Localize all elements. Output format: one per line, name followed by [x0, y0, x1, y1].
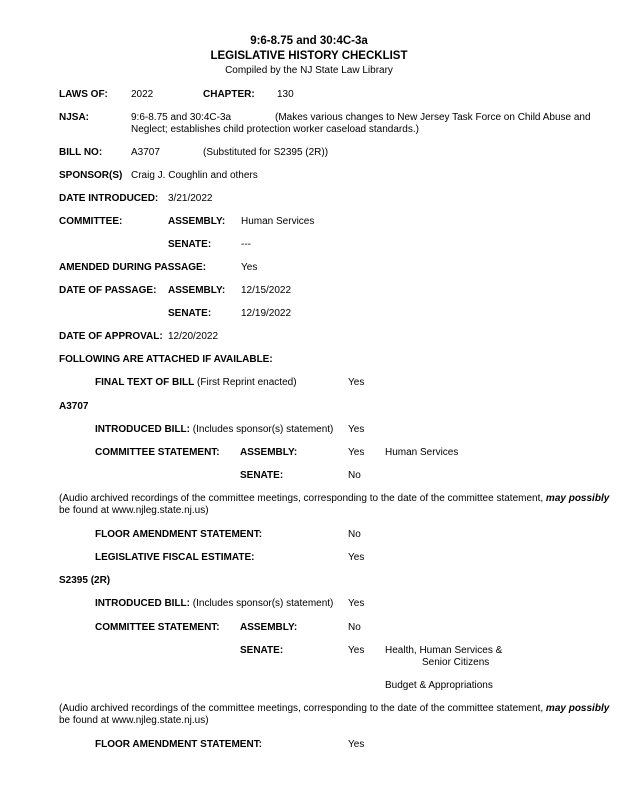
committee-senate-label: SENATE:	[168, 239, 212, 250]
a3707-cs-assembly-value: Yes	[348, 447, 365, 458]
a3707-cs-assembly-label: ASSEMBLY:	[240, 447, 298, 458]
a3707-audio-note	[59, 493, 610, 517]
final-text-row	[95, 377, 297, 389]
s2395-cs-senate-value: Yes	[348, 645, 365, 656]
laws-of-label: LAWS OF:	[59, 89, 108, 100]
committee-senate-value: ---	[241, 239, 251, 250]
document-subtitle: LEGISLATIVE HISTORY CHECKLIST	[210, 50, 408, 62]
audio-note-part1: (Audio archived recordings of the committee meetings, corresponding to the date of the committee statement,	[59, 493, 546, 504]
date-introduced-label: DATE INTRODUCED:	[59, 193, 159, 204]
a3707-floor-amendment-value: No	[348, 529, 361, 540]
bill-no-value: A3707	[131, 147, 160, 158]
audio-note-part1: (Audio archived recordings of the committee meetings, corresponding to the date of the committee statement,	[59, 703, 546, 714]
audio-note-emphasis: may possibly	[545, 493, 610, 504]
a3707-heading: A3707	[59, 401, 89, 412]
s2395-floor-amendment-label: FLOOR AMENDMENT STATEMENT:	[95, 739, 263, 750]
s2395-cs-senate-committee-line1: Health, Human Services &	[385, 645, 503, 656]
chapter-value: 130	[277, 89, 294, 100]
a3707-fiscal-estimate-label: LEGISLATIVE FISCAL ESTIMATE:	[95, 552, 255, 563]
a3707-fiscal-estimate-value: Yes	[348, 552, 365, 563]
s2395-audio-note	[59, 703, 610, 727]
date-of-approval-label: DATE OF APPROVAL:	[59, 331, 163, 342]
chapter-label: CHAPTER:	[203, 89, 255, 100]
njsa-value: 9:6-8.75 and 30:4C-3a	[131, 112, 232, 123]
audio-note-part2: be found at www.njleg.state.nj.us)	[59, 715, 209, 726]
date-of-passage-label: DATE OF PASSAGE:	[59, 285, 157, 296]
s2395-committee-statement-label: COMMITTEE STATEMENT:	[95, 622, 220, 633]
njsa-label: NJSA:	[59, 112, 90, 123]
njsa-description-line1: (Makes various changes to New Jersey Task Force on Child Abuse and	[275, 112, 591, 123]
date-introduced-value: 3/21/2022	[168, 193, 213, 204]
s2395-heading: S2395 (2R)	[59, 575, 111, 586]
sponsor-value: Craig J. Coughlin and others	[131, 170, 258, 181]
a3707-introduced-note: (Includes sponsor(s) statement)	[192, 424, 334, 435]
s2395-introduced-label: INTRODUCED BILL:	[95, 598, 190, 609]
bill-no-label: BILL NO:	[59, 147, 103, 158]
a3707-cs-senate-label: SENATE:	[240, 470, 284, 481]
amended-value: Yes	[241, 262, 258, 273]
sponsor-label: SPONSOR(S)	[59, 170, 123, 181]
audio-note-emphasis: may possibly	[545, 703, 610, 714]
amended-label: AMENDED DURING PASSAGE:	[59, 262, 207, 273]
s2395-introduced-row	[95, 598, 333, 610]
final-text-value: Yes	[348, 377, 365, 388]
s2395-cs-senate-committee-line2: Senior Citizens	[422, 657, 490, 668]
s2395-introduced-value: Yes	[348, 598, 365, 609]
date-of-approval-value: 12/20/2022	[168, 331, 219, 342]
a3707-committee-statement-label: COMMITTEE STATEMENT:	[95, 447, 220, 458]
bill-no-note: (Substituted for S2395 (2R))	[203, 147, 329, 158]
compiled-by: Compiled by the NJ State Law Library	[225, 65, 393, 76]
a3707-cs-assembly-committee: Human Services	[385, 447, 459, 458]
passage-senate-value: 12/19/2022	[241, 308, 292, 319]
a3707-introduced-label: INTRODUCED BILL:	[95, 424, 190, 435]
laws-of-value: 2022	[131, 89, 154, 100]
attached-heading: FOLLOWING ARE ATTACHED IF AVAILABLE:	[59, 354, 273, 365]
committee-assembly-value: Human Services	[241, 216, 315, 227]
s2395-cs-senate-committee2: Budget & Appropriations	[385, 680, 493, 691]
s2395-cs-assembly-value: No	[348, 622, 361, 633]
a3707-introduced-row	[95, 424, 333, 436]
a3707-introduced-value: Yes	[348, 424, 365, 435]
audio-note-part2: be found at www.njleg.state.nj.us)	[59, 505, 209, 516]
document-title: 9:6-8.75 and 30:4C-3a	[250, 35, 368, 47]
passage-assembly-value: 12/15/2022	[241, 285, 292, 296]
committee-assembly-label: ASSEMBLY:	[168, 216, 226, 227]
s2395-floor-amendment-value: Yes	[348, 739, 365, 750]
s2395-introduced-note: (Includes sponsor(s) statement)	[192, 598, 334, 609]
committee-label: COMMITTEE:	[59, 216, 123, 227]
passage-senate-label: SENATE:	[168, 308, 212, 319]
final-text-label: FINAL TEXT OF BILL	[95, 377, 195, 388]
s2395-cs-senate-label: SENATE:	[240, 645, 284, 656]
njsa-description-line2: Neglect; establishes child protection worker caseload standards.)	[131, 124, 419, 135]
final-text-note: (First Reprint enacted)	[197, 377, 297, 388]
a3707-floor-amendment-label: FLOOR AMENDMENT STATEMENT:	[95, 529, 263, 540]
a3707-cs-senate-value: No	[348, 470, 361, 481]
passage-assembly-label: ASSEMBLY:	[168, 285, 226, 296]
s2395-cs-assembly-label: ASSEMBLY:	[240, 622, 298, 633]
